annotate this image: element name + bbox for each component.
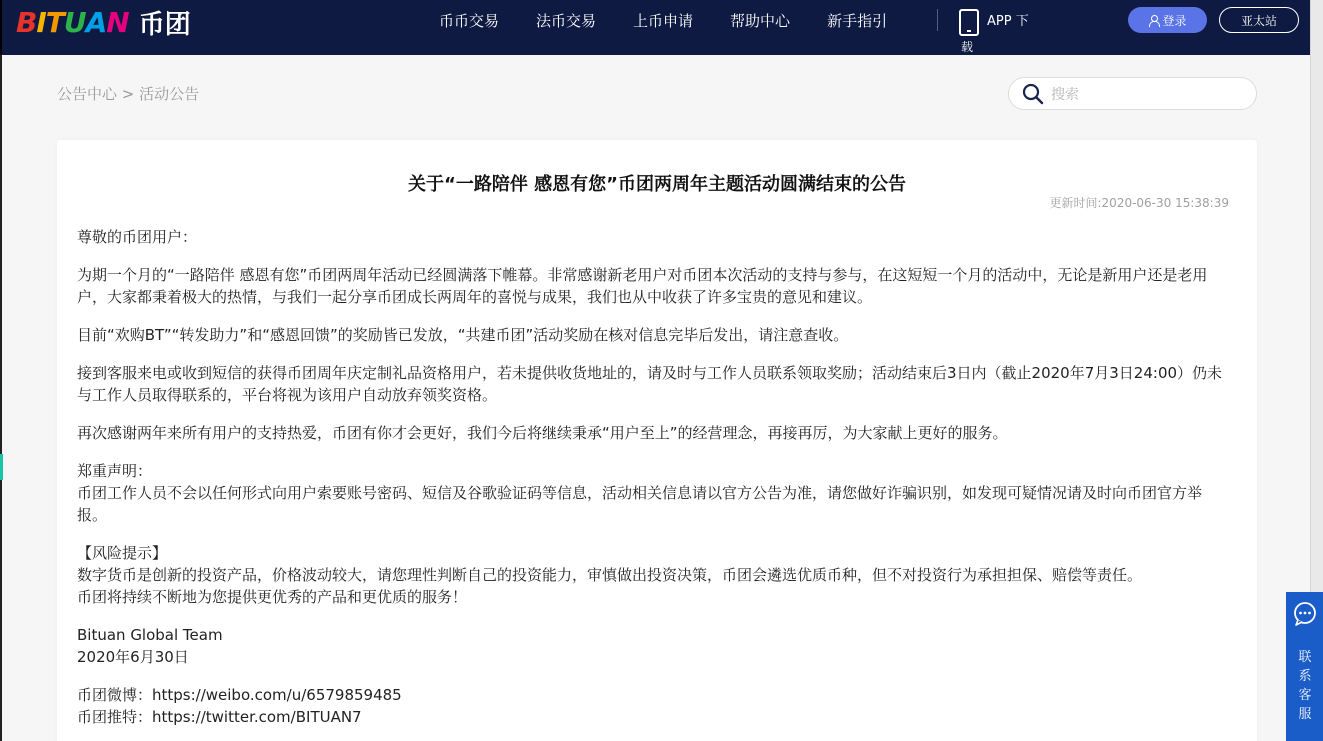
- search-input[interactable]: [1051, 84, 1241, 106]
- chat-bubble-icon: [1293, 602, 1317, 626]
- paragraph-thanks: 再次感谢两年来所有用户的支持热爱，币团有你才会更好，我们今后将继续秉承“用户至上”的经营理念，再接再厉，为大家献上更好的服务。: [77, 424, 1008, 442]
- main-nav: [439, 0, 924, 40]
- nav-divider: [937, 9, 938, 31]
- greeting: 尊敬的币团用户：: [77, 228, 198, 246]
- window-edge-marker: [0, 454, 3, 480]
- logo-letter: B: [16, 5, 37, 39]
- article-title: 关于“一路陪伴 感恩有您”币团两周年主题活动圆满结束的公告: [408, 174, 906, 195]
- window-left-edge: [0, 0, 2, 741]
- announcement-card: [57, 140, 1257, 741]
- signature-date: 2020年6月30日: [77, 648, 189, 666]
- nav-otc-trading[interactable]: 法币交易: [536, 11, 597, 30]
- nav-help-center[interactable]: 帮助中心: [730, 11, 791, 30]
- weibo-link[interactable]: 币团微博：https://weibo.com/u/6579859485: [77, 686, 402, 704]
- login-button[interactable]: [1128, 7, 1207, 33]
- nav-spot-trading[interactable]: 币币交易: [439, 11, 500, 30]
- region-switch-button[interactable]: [1219, 7, 1299, 33]
- notice-heading: 郑重声明：: [77, 462, 153, 480]
- team-signature: Bituan Global Team: [77, 626, 223, 644]
- nav-beginner-guide[interactable]: 新手指引: [827, 11, 888, 30]
- customer-service-label: 联系客服: [1298, 650, 1312, 722]
- risk-body-closing: 币团将持续不断地为您提供更优秀的产品和更优质的服务！: [77, 588, 468, 606]
- logo-letter: T: [45, 5, 64, 39]
- paragraph-intro: 为期一个月的“一路陪伴 感恩有您”币团两周年活动已经圆满落下帷幕。非常感谢新老用户对币团本次活动的支持与参与，在这短短一个月的活动中，无论是新用户还是老用户，大家都秉着极大的热情，与我们一起分享币团成长两周年的喜悦与成果，我们也从中收获了许多宝贵的意见和建议。: [77, 266, 1208, 306]
- risk-heading: 【风险提示】: [77, 544, 168, 562]
- logo-letter: N: [106, 5, 129, 39]
- breadcrumb[interactable]: 公告中心 > 活动公告: [57, 85, 200, 103]
- risk-body: 数字货币是创新的投资产品，价格波动较大，请您理性判断自己的投资能力，审慎做出投资决策，币团会遴选优质币种，但不对投资行为承担担保、赔偿等责任。: [77, 566, 1143, 584]
- logo-chinese-name: 币团: [138, 9, 191, 40]
- article-body: [77, 226, 1227, 728]
- region-label: 亚太站: [1240, 13, 1277, 28]
- paragraph-gift: 接到客服来电或收到短信的获得币团周年庆定制礼品资格用户，若未提供收货地址的，请及时与工作人员联系领取奖励；活动结束后3日内（截止2020年7月3日24:00）仍未与工作人员取得联系的，平台将视为该用户自动放弃领奖资格。: [77, 364, 1223, 404]
- paragraph-rewards: 目前“欢购BT”“转发助力”和“感恩回馈”的奖励皆已发放，“共建币团”活动奖励在核对信息完毕后发出，请注意查收。: [77, 326, 849, 344]
- notice-body: 币团工作人员不会以任何形式向用户索要账号密码、短信及谷歌验证码等信息，活动相关信息请以官方公告为准，请您做好诈骗识别，如发现可疑情况请及时向币团官方举报。: [77, 484, 1203, 524]
- logo-wordmark: [16, 6, 129, 39]
- app-download-label-wrap: 载: [961, 40, 974, 54]
- customer-service-widget[interactable]: [1286, 592, 1323, 741]
- top-nav-bar: [0, 0, 1310, 55]
- search-icon[interactable]: [1022, 83, 1044, 105]
- update-time: 更新时间:2020-06-30 15:38:39: [1049, 196, 1229, 210]
- user-icon: [1148, 15, 1159, 26]
- twitter-link[interactable]: 币团推特：https://twitter.com/BITUAN7: [77, 708, 362, 726]
- logo[interactable]: [16, 5, 191, 39]
- logo-letter: A: [85, 5, 107, 39]
- nav-listing-application[interactable]: 上币申请: [633, 11, 694, 30]
- phone-icon: [959, 9, 979, 36]
- search-box: [1008, 77, 1257, 110]
- logo-letter: I: [36, 5, 46, 39]
- app-download-label: APP 下: [987, 14, 1029, 29]
- login-label: 登录: [1162, 13, 1187, 28]
- logo-letter: U: [63, 5, 86, 39]
